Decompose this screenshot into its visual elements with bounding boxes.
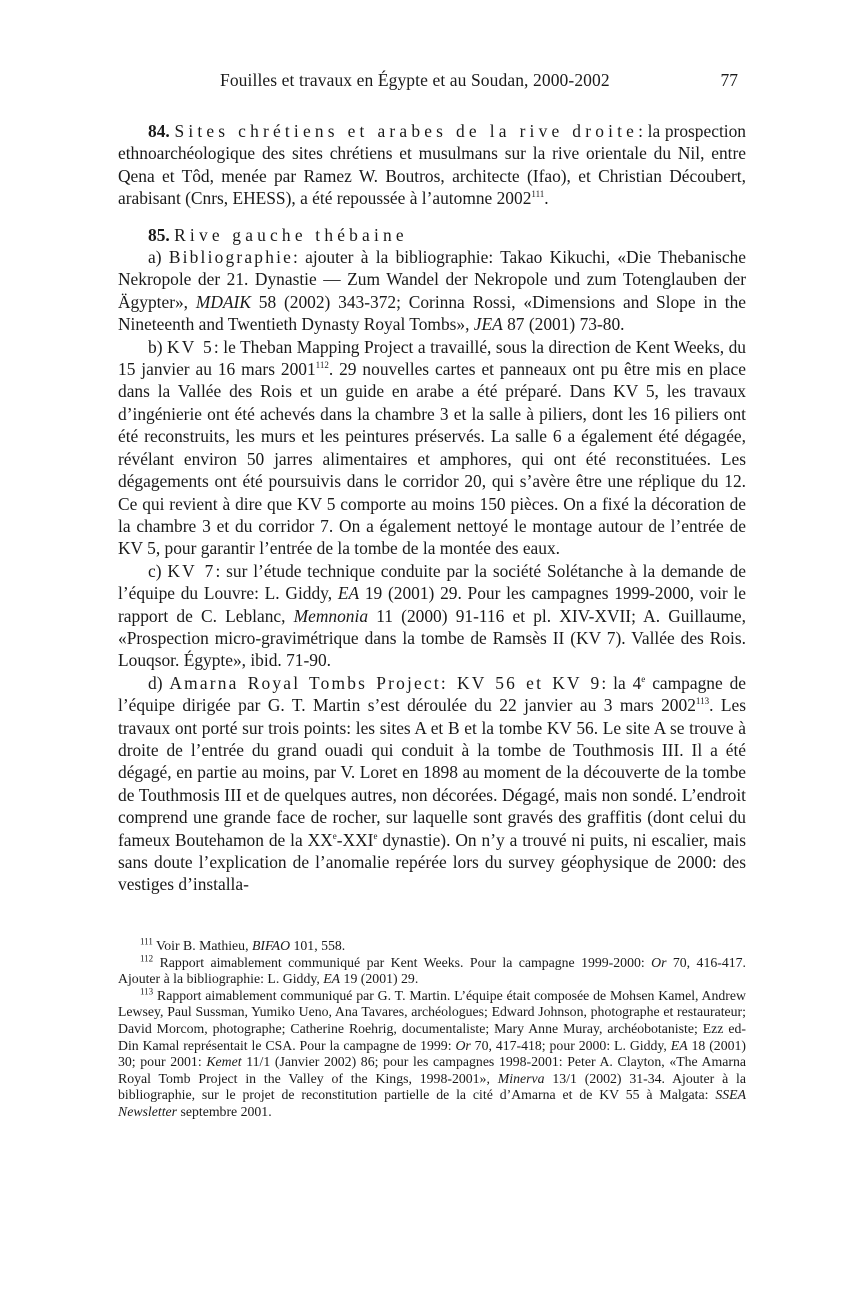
footnotes — [118, 938, 746, 1121]
subsection-text: . 29 nouvelles cartes et panneaux ont pu être mis en place dans la Vallée des Rois et un guide en arabe a été préparé. Dans KV 5, les travaux d’ingénierie ont été achevés dans la chambre 3 et la salle à piliers, dont les 16 piliers ont été reconstruits, les murs et les peintures préservés. La salle 6 a également été dégagée, révélant environ 50 jarres alimentaires et amphores, qui ont été reconstituées. Les dégagements ont été poursuivis dans le corridor 20, qui s’avère être une réplique du 12. Ce qui revient à dire que KV 5 comporte au moins 150 pièces. On a fixé la décoration de la chambre 3 et du corridor 7. On a également nettoyé le montage autour de l’entrée de KV 5, pour garantir l’entrée de la tombe de la montée des eaux. — [118, 359, 746, 559]
footnote-text: 19 (2001) 29. — [340, 971, 419, 987]
subsection-text: 87 (2001) 73-80. — [502, 314, 625, 335]
subsection-label: c) — [148, 560, 168, 581]
subsection-label: a) — [148, 247, 169, 268]
footnote-text: 70, 416-417. Ajouter à la bibliographie: L. Giddy, — [118, 954, 746, 987]
footnote-text: Rapport aimablement communiqué par Kent Weeks. Pour la campagne 1999-2000: — [153, 954, 652, 970]
subsection-text: 19 (2001) 29. Pour les campagnes 1999-2000, voir le rapport de C. Leblanc, — [118, 583, 746, 626]
running-header — [118, 70, 746, 94]
footnote-number: 112 — [140, 953, 154, 963]
journal-title: EA — [337, 583, 360, 604]
subsection-heading: Amarna Royal Tombs Project: KV 56 et KV 9 — [169, 672, 602, 693]
subsection-a — [118, 246, 746, 336]
footnote-text: 18 (2001) 30; pour 2001: — [118, 1037, 746, 1070]
section-number: 85. — [148, 224, 170, 245]
subsection-text: campagne de l’équipe dirigée par G. T. Martin s’est déroulée du 22 janvier au 3 mars 2002 — [118, 672, 746, 716]
subsection-c — [118, 560, 746, 672]
main-text — [118, 120, 746, 896]
footnote-text: 101, 558. — [290, 938, 346, 953]
subsection-d — [118, 672, 746, 896]
page-number: 77 — [720, 70, 738, 90]
subsection-label: d) — [148, 672, 170, 693]
footnote-text: septembre 2001. — [177, 1103, 272, 1119]
subsection-label: b) — [148, 336, 168, 357]
footnote-113 — [118, 988, 746, 1121]
subsection-text: . Les travaux ont porté sur trois points: les sites A et B et la tombe KV 56. Le site A se trouve à droite de l’entrée du grand ouadi qui conduit à la tombe de Touthmosis III. Il a été dégagé, en partie au moins, par V. Loret en 1898 au moment de la découverte de la tombe de Touthmosis III et de quelques autres, non décorées. Dégagé, mais non sondé. L’endroit comprend une grande face de rocher, sur laquelle sont gravés des graffitis (dont celui du fameux Boutehamon de la XX — [118, 695, 746, 850]
footnote-text: 11/1 (Janvier 2002) 86; pour les campagnes 1998-2001: Peter A. Clayton, «The Amarna Royal Tomb Project in the Valley of the Kings, 1998-2001», — [118, 1054, 746, 1086]
paragraph-text: : la prospection ethnoarchéologique des sites chrétiens et musulmans sur la rive orientale du Nil, entre Qena et Tôd, menée par Ramez W. Boutros, architecte (Ifao), et Christian Découbert, arabisant (Cnrs, EHESS), a été repoussée à l’automne 2002 — [118, 121, 746, 209]
footnote-text: Voir B. Mathieu, — [152, 938, 252, 953]
footnote-number: 111 — [140, 936, 153, 947]
subsection-heading: KV 7 — [167, 560, 216, 581]
paragraph-text-end: . — [544, 188, 549, 209]
journal-title: SSEA Newsletter — [118, 1087, 746, 1119]
footnote-112 — [118, 955, 746, 988]
subsection-text: 58 (2002) 343-372; Corinna Rossi, «Dimensions and Slope in the Nineteenth and Twentieth Dynasty Royal Tombs», — [118, 291, 746, 335]
ordinal-suffix: e — [641, 673, 646, 684]
section-heading: Rive gauche thébaine — [174, 224, 408, 245]
footnote-number: 113 — [140, 986, 154, 997]
footnote-text: Rapport aimablement communiqué par G. T. Martin. L’équipe était composée de Mohsen Kamel, Andrew Lewsey, Paul Sussman, Yumiko Ueno, Ana Tavares, archéologues; Edward Johnson, photographe et restaurateur; David Morcom, photographe; Catherine Roehrig, documentaliste; Mary Anne Muray, archéobotaniste; Ezz ed-Din Kamal représentait le CSA. Pour la campagne de 1999: — [118, 987, 746, 1053]
journal-title: EA — [323, 971, 341, 987]
section-number: 84. — [148, 121, 170, 141]
subsection-text: : le Theban Mapping Project a travaillé, sous la direction de Kent Weeks, du 15 janvier au 16 mars 2001 — [118, 336, 746, 380]
ordinal-suffix: e — [373, 830, 378, 841]
journal-title: MDAIK — [195, 291, 251, 312]
footnote-111 — [118, 938, 746, 955]
subsection-text: -XXI — [336, 829, 374, 850]
subsection-b — [118, 336, 746, 560]
footnote-ref: 113 — [695, 696, 710, 707]
journal-title: Or — [651, 954, 667, 970]
paragraph-84 — [118, 120, 746, 210]
journal-title: Minerva — [497, 1070, 545, 1086]
subsection-text: 11 (2000) 91-116 et pl. XIV-XVII; A. Guillaume, «Prospection micro-gravimétrique dans la tombe de Ramsès II (KV 7). Vallée des Rois. Louqsor. Égypte», ibid. 71-90. — [118, 605, 746, 671]
subsection-text: : la 4 — [601, 672, 642, 693]
footnote-ref: 111 — [531, 189, 545, 200]
journal-title: Or — [455, 1037, 471, 1053]
subsection-text: : sur l’étude technique conduite par la société Solétanche à la demande de l’équipe du Louvre: L. Giddy, — [118, 560, 746, 604]
footnote-ref: 112 — [315, 360, 329, 371]
footnote-text: 70, 417-418; pour 2000: L. Giddy, — [470, 1037, 671, 1053]
subsection-text: : ajouter à la bibliographie: Takao Kikuchi, «Die Thebanische Nekropole der 21. Dynastie — Zum Wandel der Nekropole und zum Totenglauben der Ägypter», — [118, 247, 747, 312]
journal-title: EA — [670, 1037, 688, 1053]
ordinal-suffix: e — [332, 830, 337, 841]
running-title: Fouilles et travaux en Égypte et au Soudan, 2000-2002 — [220, 70, 610, 90]
section-heading: Sites chrétiens et arabes de la rive droite — [174, 121, 639, 141]
subsection-heading: Bibliographie — [168, 247, 294, 268]
journal-title: Kemet — [206, 1054, 242, 1070]
journal-title: JEA — [473, 314, 503, 335]
journal-title: Memnonia — [293, 605, 369, 626]
subsection-heading: KV 5 — [167, 336, 214, 357]
journal-title: BIFAO — [251, 938, 291, 953]
paragraph-85 — [118, 224, 746, 246]
subsection-text: dynastie). On n’y a trouvé ni puits, ni escalier, mais sans doute l’explication de l’anomalie repérée lors du survey géophysique de 2000: des vestiges d’installa- — [118, 829, 746, 895]
footnote-text: 13/1 (2002) 31-34. Ajouter à la bibliographie, sur le projet de reconstitution partielle de la cité d’Amarna et de KV 55 à Malgata: — [118, 1070, 747, 1103]
